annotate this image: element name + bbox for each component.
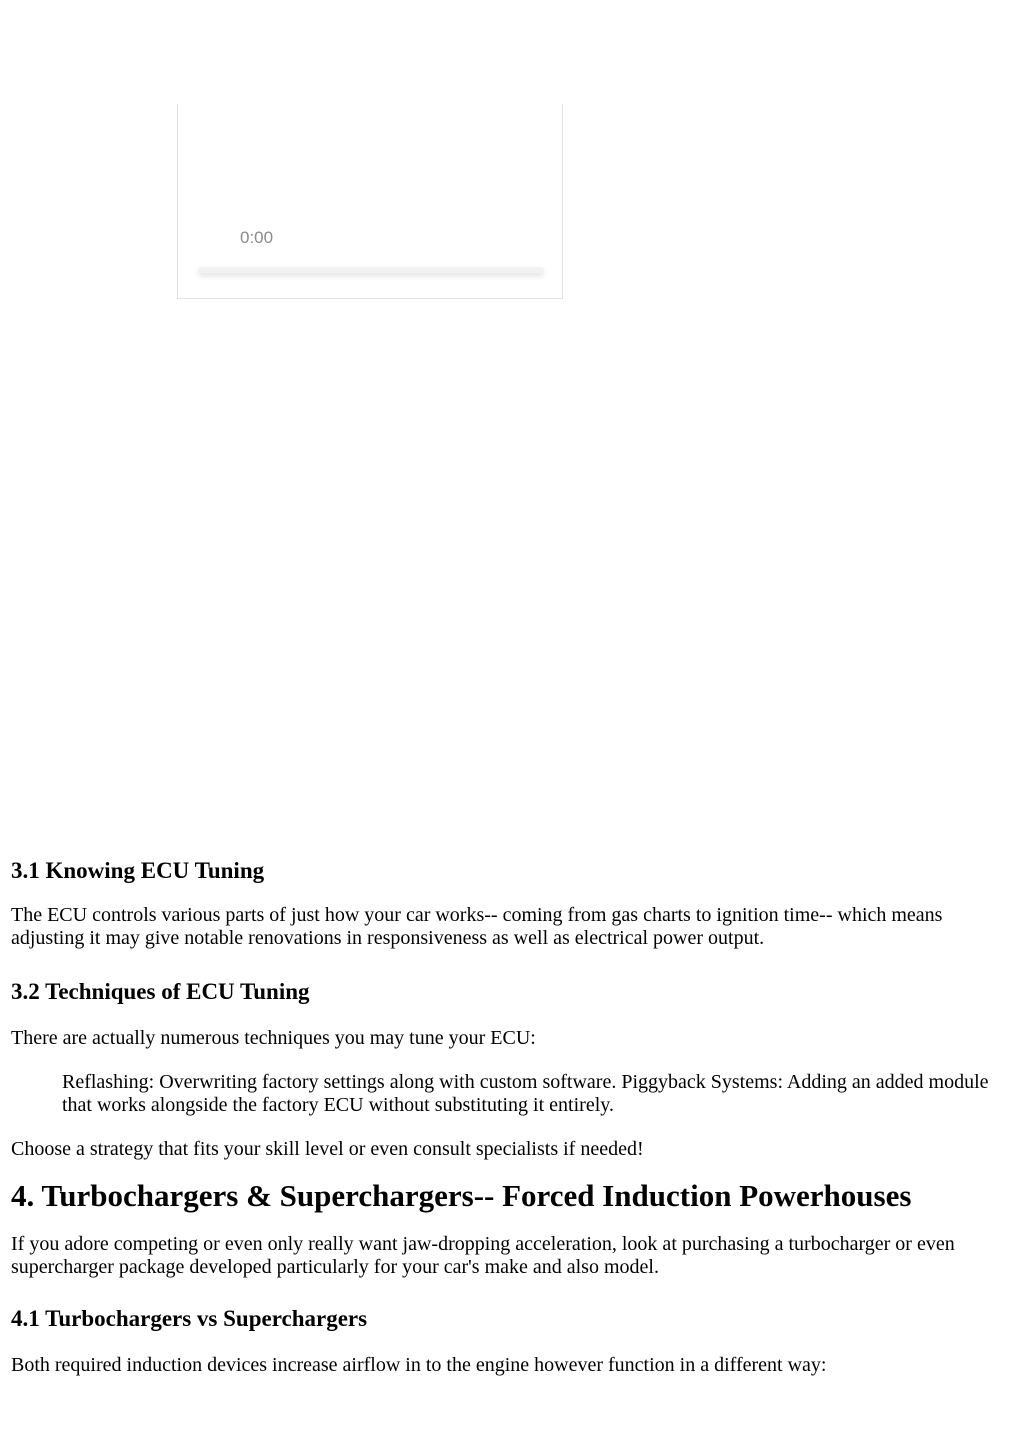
section-4-1-paragraph: Both required induction devices increase airflow in to the engine however function in a different way:	[11, 1354, 827, 1376]
section-3-2-outro: Choose a strategy that fits your skill level or even consult specialists if needed!	[11, 1138, 644, 1160]
section-3-1-heading: 3.1 Knowing ECU Tuning	[11, 858, 265, 883]
section-3-2-intro: There are actually numerous techniques you may tune your ECU:	[11, 1027, 536, 1049]
section-3-2-heading: 3.2 Techniques of ECU Tuning	[11, 979, 310, 1004]
progress-bar[interactable]	[198, 267, 544, 273]
audio-player[interactable]	[177, 104, 563, 299]
current-time: 0:00	[240, 228, 274, 247]
section-4-heading: 4. Turbochargers & Superchargers-- Forced Induction Powerhouses	[11, 1178, 912, 1213]
section-4-paragraph: If you adore competing or even only really want jaw-dropping acceleration, look at purchasing a turbocharger or even supercharger package developed particularly for your car's make and also model.	[11, 1233, 955, 1278]
section-4-1-heading: 4.1 Turbochargers vs Superchargers	[11, 1306, 368, 1331]
section-3-1-paragraph: The ECU controls various parts of just how your car works-- coming from gas charts to ignition time-- which means adjusting it may give notable renovations in responsiveness as well as electrical power output.	[11, 904, 943, 949]
article-content	[11, 856, 1011, 1377]
section-3-2-blockquote: Reflashing: Overwriting factory settings along with custom software. Piggyback Systems: Adding an added module that works alongside the factory ECU without substituting it entirely.	[62, 1071, 989, 1116]
